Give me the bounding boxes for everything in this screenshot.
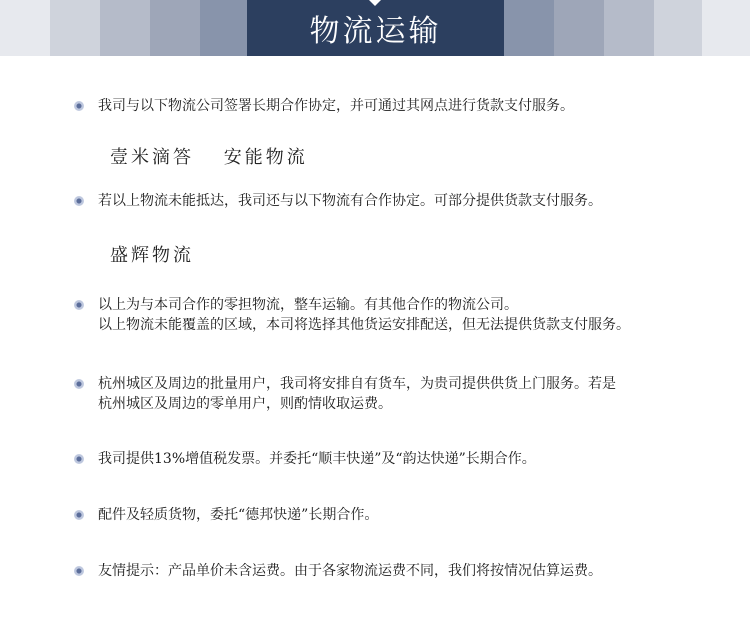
bullet-icon — [74, 379, 84, 389]
bullet-icon — [74, 196, 84, 206]
item-text-line: 我司提供13%增值税发票。并委托“顺丰快递”及“韵达快递”长期合作。 — [98, 451, 536, 467]
list-item — [74, 505, 378, 525]
banner-stripe — [702, 0, 750, 56]
item-text-line: 配件及轻质货物，委托“德邦快递”长期合作。 — [98, 507, 379, 523]
item-text-line: 杭州城区及周边的零单用户，则酌情收取运费。 — [98, 396, 392, 412]
list-item — [74, 295, 630, 335]
item-text-line: 杭州城区及周边的批量用户，我司将安排自有货车，为贵司提供供货上门服务。若是 — [98, 376, 616, 392]
bullet-icon — [74, 566, 84, 576]
bullet-icon — [74, 300, 84, 310]
list-item — [74, 191, 602, 211]
bullet-icon — [74, 101, 84, 111]
header-banner — [0, 0, 750, 56]
banner-stripe — [150, 0, 200, 56]
item-text-line: 友情提示：产品单价未含运费。由于各家物流运费不同，我们将按情况估算运费。 — [98, 563, 602, 579]
banner-stripe — [504, 0, 554, 56]
partner-logistics-group-1: 壹米滴答 安能物流 — [110, 147, 308, 168]
list-item — [74, 561, 602, 581]
list-item — [74, 449, 536, 469]
item-text-line: 以上为与本司合作的零担物流，整车运输。有其他合作的物流公司。 — [98, 297, 518, 313]
bullet-icon — [74, 454, 84, 464]
list-item — [74, 96, 574, 116]
banner-stripe — [100, 0, 150, 56]
banner-stripe — [200, 0, 247, 56]
list-item — [74, 374, 616, 414]
title-notch — [369, 0, 381, 6]
partner-logistics-group-2: 盛辉物流 — [110, 245, 194, 266]
page-title-box — [247, 0, 504, 56]
banner-stripe — [0, 0, 50, 56]
item-text-line: 若以上物流未能抵达，我司还与以下物流有合作协定。可部分提供货款支付服务。 — [98, 193, 602, 209]
bullet-icon — [74, 510, 84, 520]
page-title: 物流运输 — [309, 14, 442, 49]
item-text-line: 我司与以下物流公司签署长期合作协定，并可通过其网点进行货款支付服务。 — [98, 98, 574, 114]
banner-stripe — [654, 0, 702, 56]
banner-stripe — [554, 0, 604, 56]
banner-stripe — [604, 0, 654, 56]
banner-stripe — [50, 0, 100, 56]
item-text-line: 以上物流未能覆盖的区域，本司将选择其他货运安排配送，但无法提供货款支付服务。 — [98, 317, 630, 333]
